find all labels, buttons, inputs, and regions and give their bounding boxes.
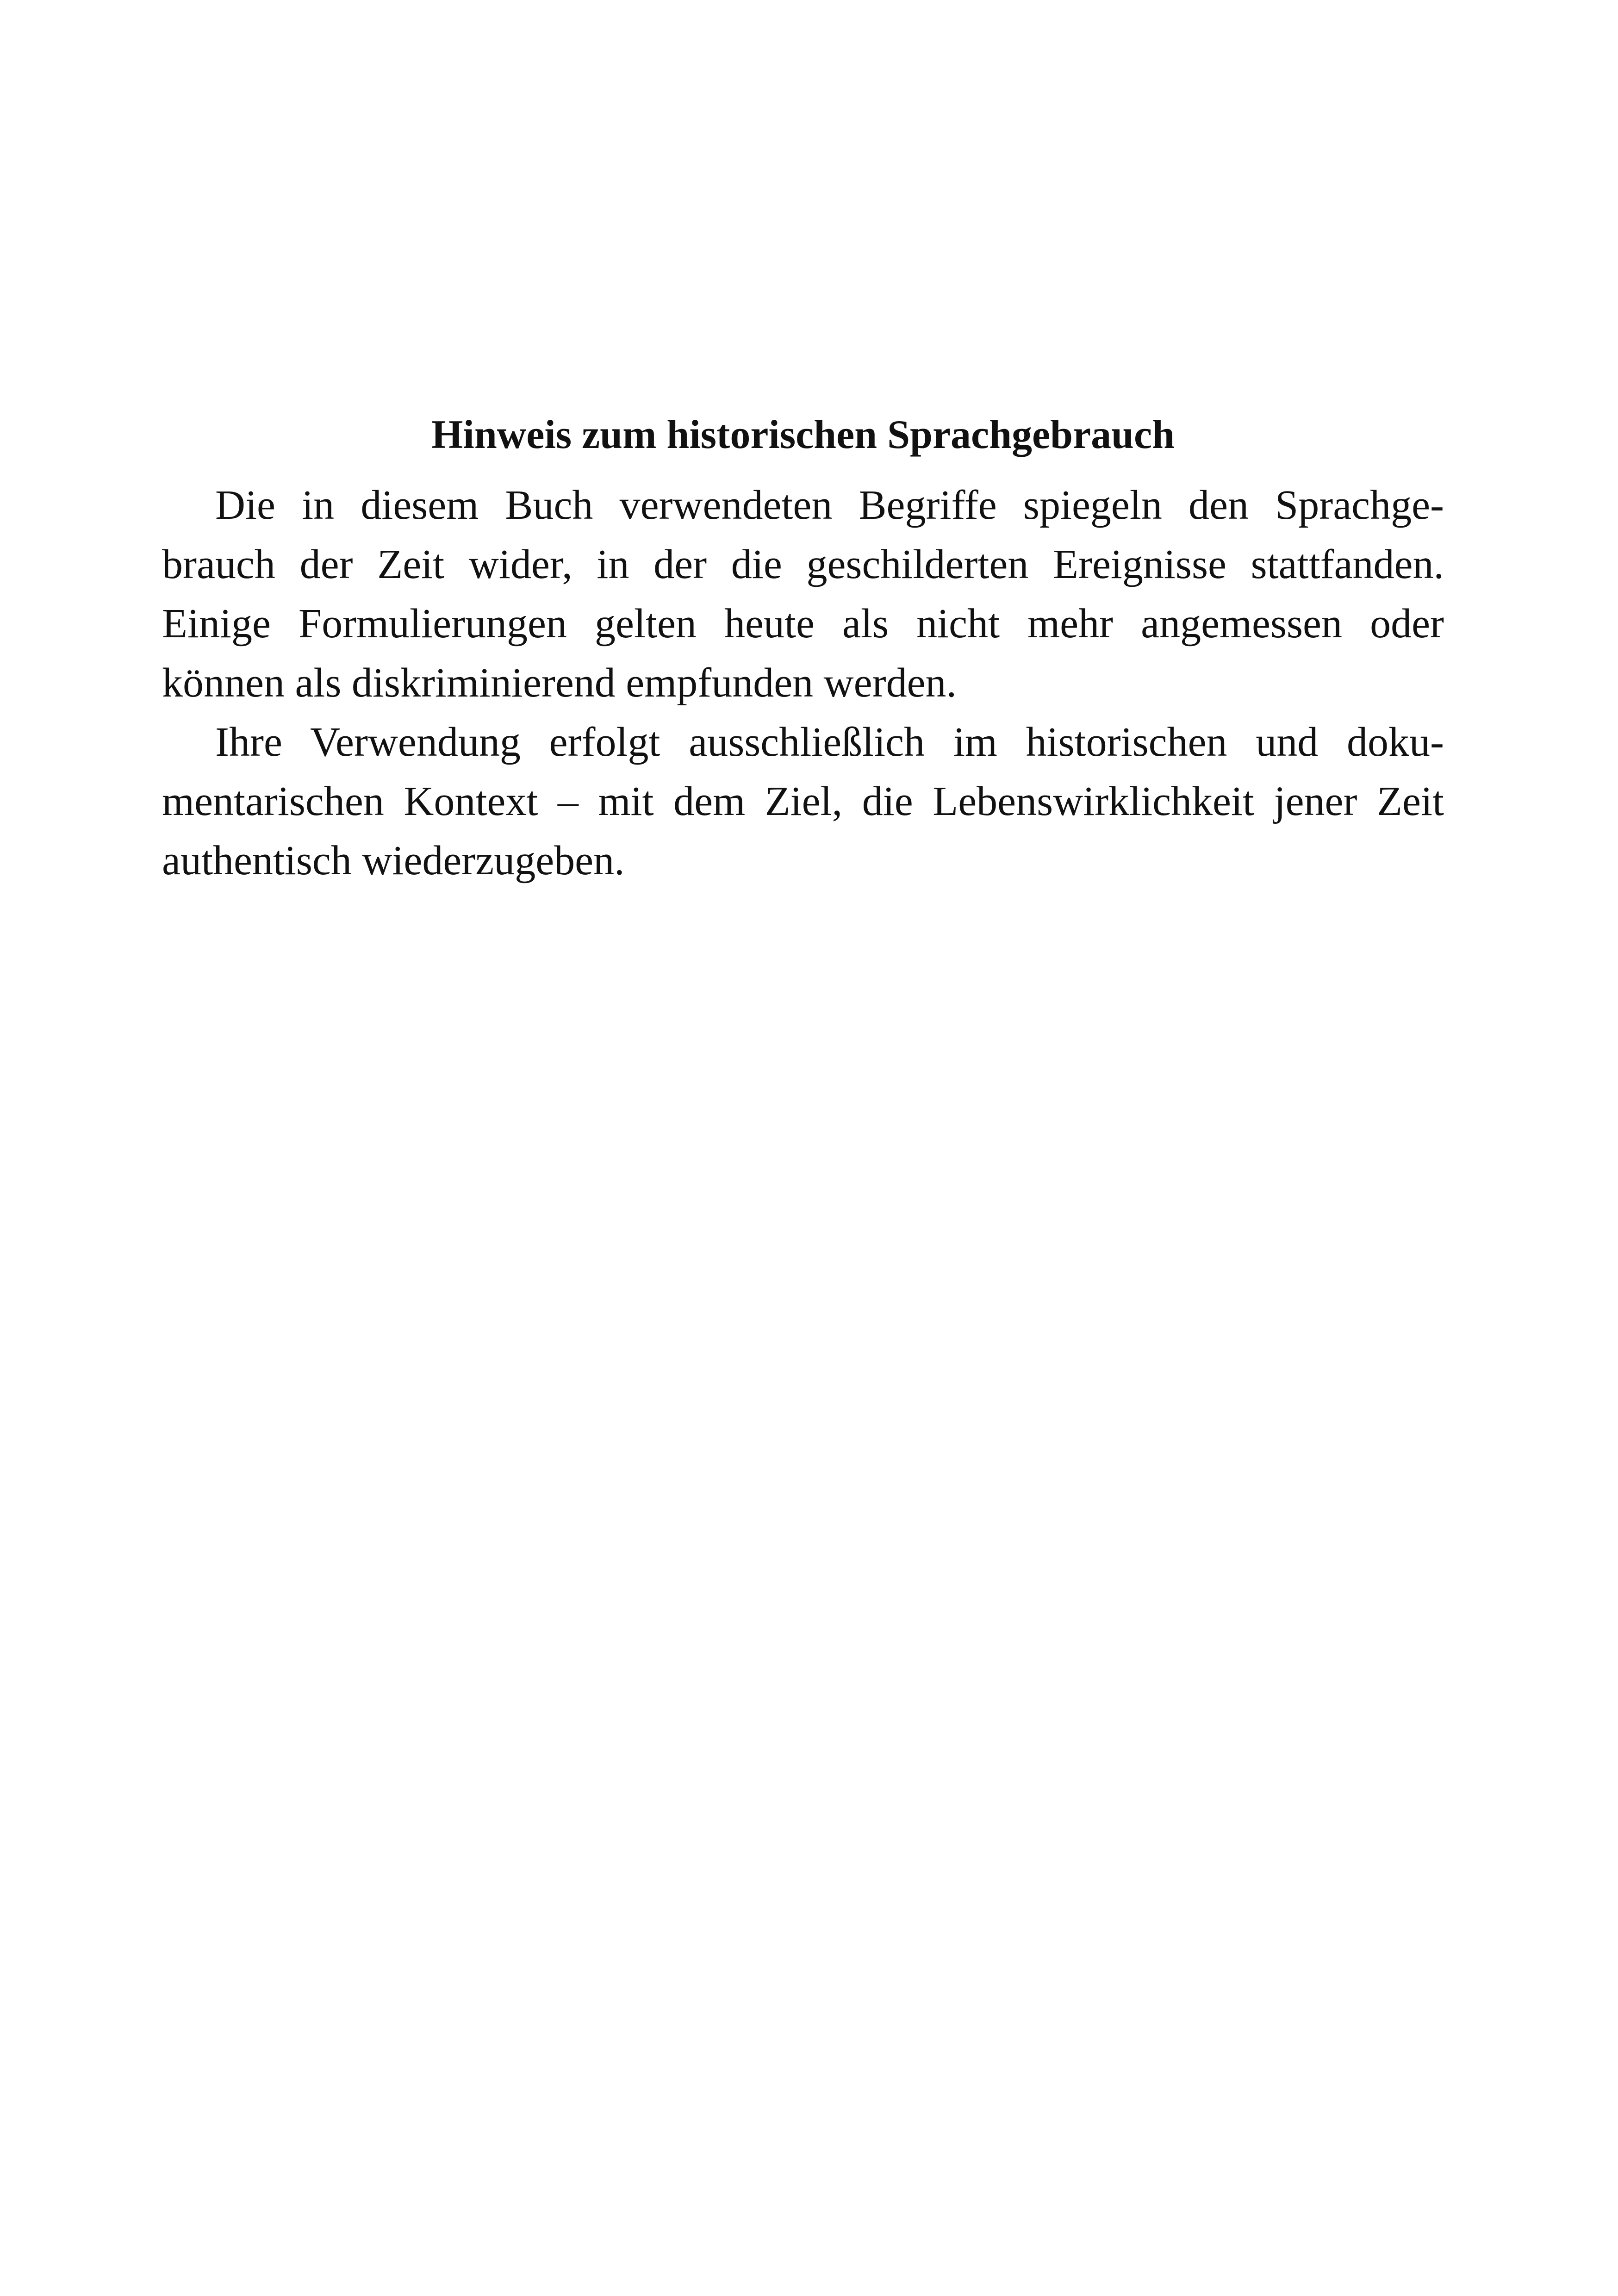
paragraph-2-line-2: mentarischen Kontext – mit dem Ziel, die Lebenswirklichkeit jener Zeit xyxy=(162,778,1444,824)
paragraph-2-line-3: authentisch wiederzugeben. xyxy=(162,838,625,884)
paragraph-1-line-4: können als diskriminierend empfunden werden. xyxy=(162,660,957,706)
notice-title: Hinweis zum historischen Sprachgebrauch xyxy=(431,412,1175,457)
paragraph-1-line-2: brauch der Zeit wider, in der die geschilderten Ereignisse stattfanden. xyxy=(162,541,1444,587)
paragraph-1-line-1: Die in diesem Buch verwendeten Begriffe spiegeln den Sprachge- xyxy=(215,482,1444,528)
notice-paragraph-2 xyxy=(162,713,1444,890)
language-notice xyxy=(162,407,1444,890)
notice-paragraph-1 xyxy=(162,476,1444,713)
paragraph-2-line-1: Ihre Verwendung erfolgt ausschließlich im historischen und doku- xyxy=(215,719,1444,765)
paragraph-1-line-3: Einige Formulierungen gelten heute als nicht mehr angemessen oder xyxy=(162,601,1444,647)
